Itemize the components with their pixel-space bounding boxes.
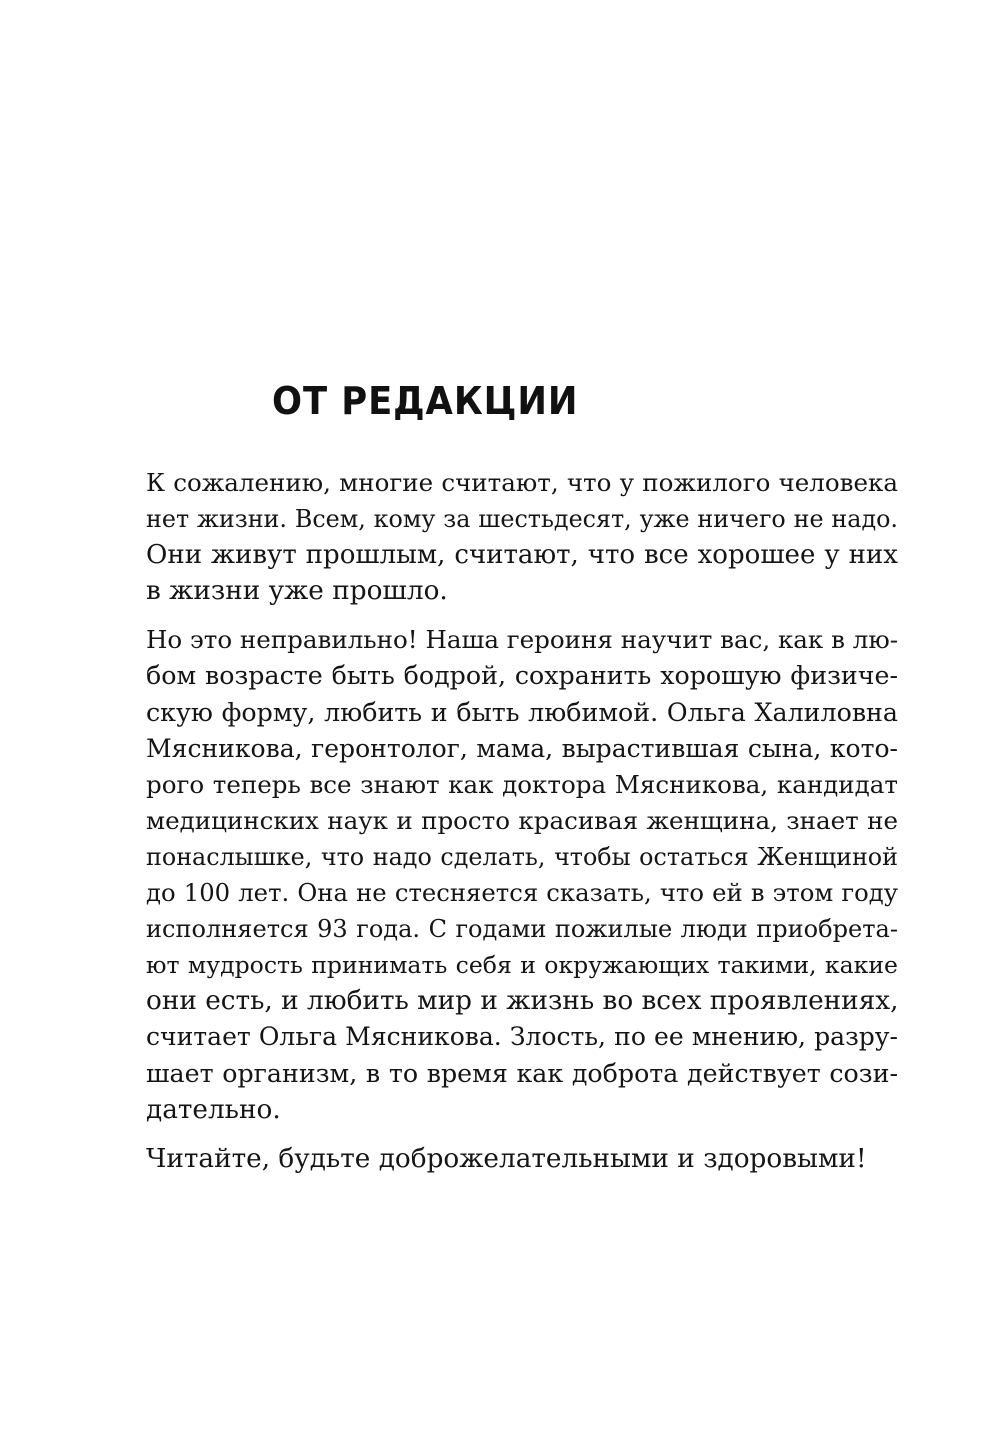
text-line: понаслышке, что надо сделать, чтобы остаться Женщиной bbox=[146, 842, 898, 871]
text-line: ют мудрость принимать себя и окружающих такими, какие bbox=[146, 951, 898, 980]
paragraph-3 bbox=[146, 1141, 898, 1177]
text-line: К сожалению, многие считают, что у пожилого человека bbox=[146, 468, 898, 497]
text-line: считает Ольга Мясникова. Злость, по ее мнению, разру- bbox=[146, 1022, 898, 1052]
text-line: они есть, и любить мир и жизнь во всех проявлениях, bbox=[146, 986, 898, 1017]
text-line: бом возрасте быть бодрой, сохранить хорошую физиче- bbox=[146, 661, 898, 691]
text-line: в жизни уже прошло. bbox=[146, 576, 448, 607]
text-line: Читайте, будьте доброжелательными и здоровыми! bbox=[146, 1143, 867, 1174]
text-line: медицинских наук и просто красивая женщина, знает не bbox=[146, 805, 898, 835]
text-line: до 100 лет. Она не стесняется сказать, что ей в этом году bbox=[146, 878, 898, 908]
text-line: исполняется 93 года. С годами пожилые люди приобрета- bbox=[146, 915, 898, 944]
text-line: шает организм, в то время как доброта действует сози- bbox=[146, 1058, 898, 1088]
text-line: дательно. bbox=[146, 1094, 281, 1125]
article-body bbox=[146, 465, 898, 1190]
text-line: нет жизни. Всем, кому за шестьдесят, уже ничего не надо. bbox=[146, 505, 898, 534]
text-line: Но это неправильно! Наша героиня научит вас, как в лю- bbox=[146, 625, 898, 655]
text-line: Мясникова, геронтолог, мама, вырастившая сына, кото- bbox=[146, 733, 898, 763]
text-line: рого теперь все знают как доктора Мясникова, кандидат bbox=[146, 769, 898, 799]
page-title: ОТ РЕДАКЦИИ bbox=[272, 379, 579, 423]
paragraph-1 bbox=[146, 465, 898, 609]
text-line: Они живут прошлым, считают, что все хорошее у них bbox=[146, 540, 898, 571]
text-line: скую форму, любить и быть любимой. Ольга Халиловна bbox=[146, 697, 898, 727]
paragraph-2 bbox=[146, 622, 898, 1127]
